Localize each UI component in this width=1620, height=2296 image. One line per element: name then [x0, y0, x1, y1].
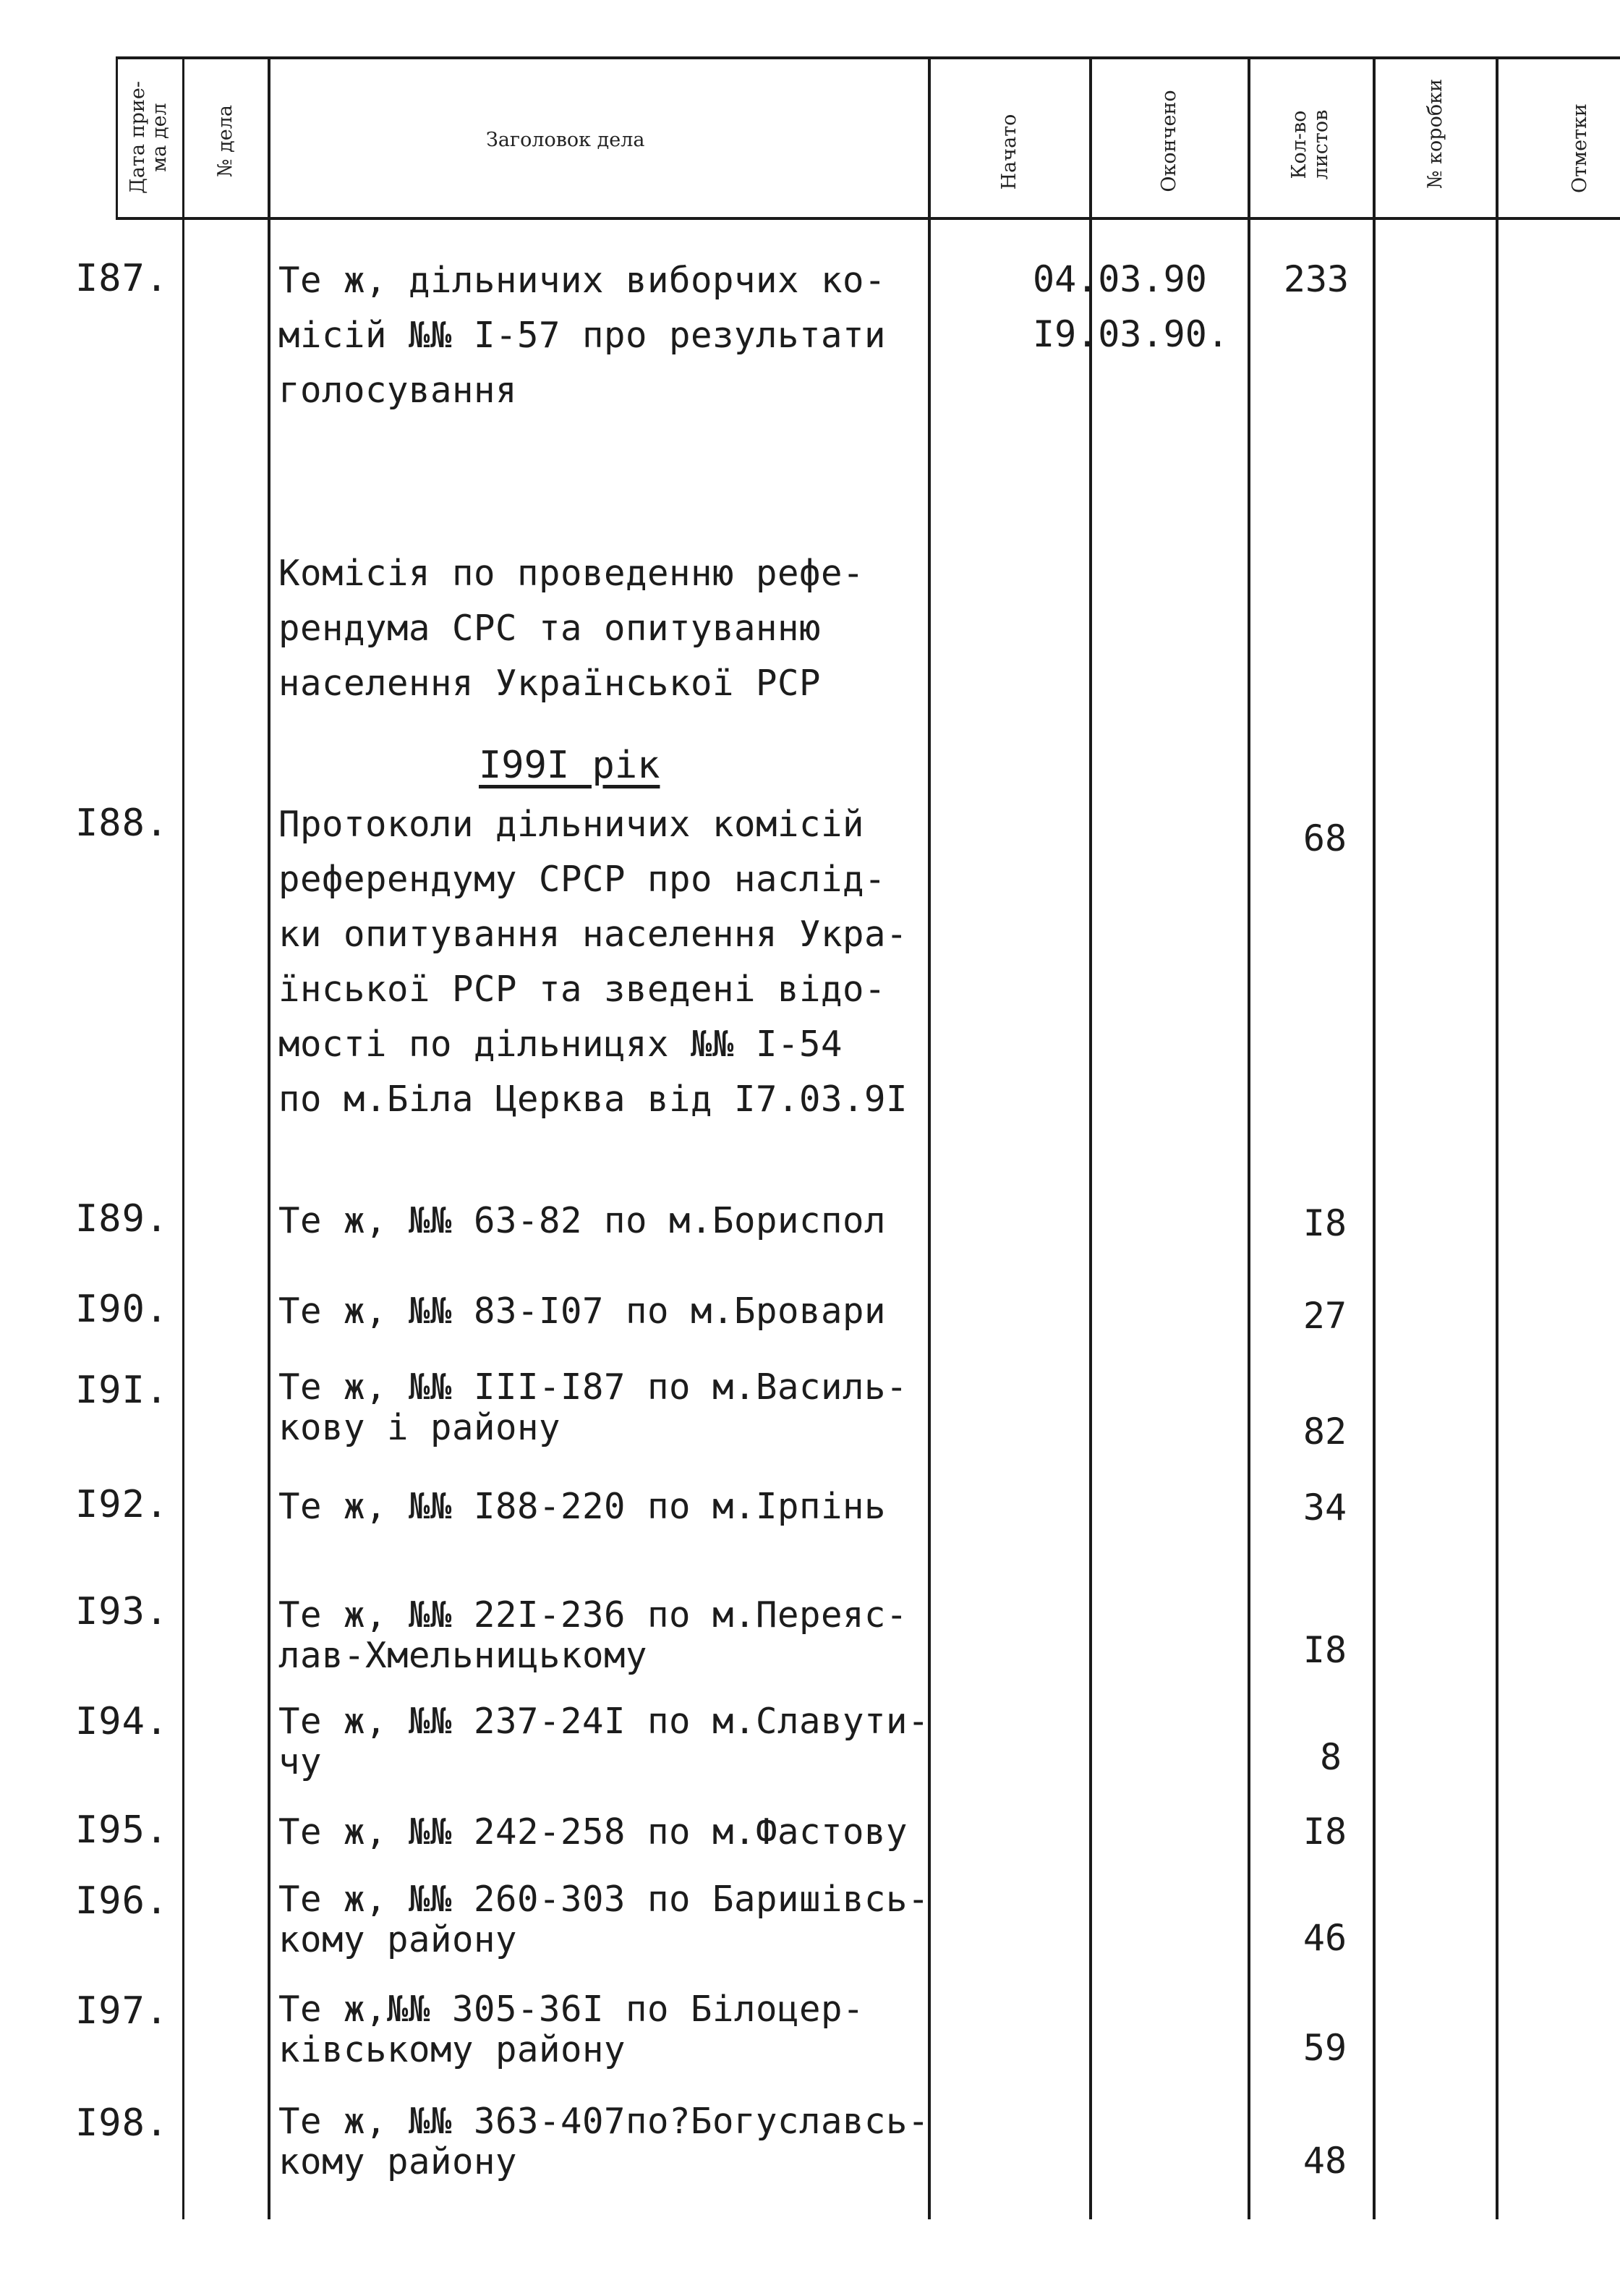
case-number: I90.: [75, 1288, 169, 1331]
case-title: [278, 1194, 886, 1249]
case-number: I96.: [75, 1879, 169, 1923]
case-title-line: ківському району: [278, 2029, 626, 2070]
sheet-count: I8: [1303, 1629, 1347, 1671]
section-title: [278, 546, 864, 711]
column-divider: [182, 56, 184, 2219]
sheet-count: 34: [1303, 1487, 1347, 1528]
case-title-line: мості по дільницях №№ I-54: [278, 1024, 843, 1065]
case-title-line: ки опитування населення Укра-: [278, 914, 908, 955]
case-title-line: Протоколи дільничих комісій: [278, 804, 865, 845]
case-title: [278, 253, 886, 418]
sheet-count: 68: [1303, 817, 1347, 859]
sheet-count: 82: [1303, 1411, 1347, 1453]
header-finished: Окончено: [1158, 90, 1180, 192]
sheet-count: 8: [1319, 1736, 1342, 1778]
case-number: I94.: [75, 1700, 169, 1743]
case-title-line: Те ж,№№ 305-36I по Білоцер-: [278, 1989, 865, 2030]
case-title-line: лав-Хмельницькому: [278, 1635, 648, 1676]
case-title-line: Те ж, №№ 22I-236 по м.Переяс-: [278, 1594, 908, 1636]
case-title-line: Те ж, №№ 63-82 по м.Бориспол: [278, 1200, 887, 1241]
sheet-count: 59: [1303, 2027, 1347, 2069]
case-number: I89.: [75, 1197, 169, 1241]
case-title-line: голосування: [278, 370, 518, 411]
section-title-line: Комісія по проведенню рефе-: [278, 553, 865, 594]
case-number: I92.: [75, 1483, 169, 1526]
case-title-line: Те ж, №№ III-I87 по м.Василь-: [278, 1366, 908, 1408]
header-case-title: Заголовок дела: [486, 129, 645, 151]
sheet-count: I8: [1303, 1811, 1347, 1853]
case-title-line: чу: [278, 1741, 323, 1782]
header-box-number: № коробки: [1424, 79, 1446, 189]
date-started: 04.03.90: [1033, 258, 1207, 300]
case-title-line: кову і району: [278, 1407, 561, 1448]
case-title: [278, 1879, 929, 1960]
header-sheet-count: Кол-во листов: [1288, 109, 1332, 180]
section-title-line: рендума СРС та опитуванню: [278, 608, 822, 649]
case-title: [278, 1701, 929, 1782]
header-case-number: № дела: [214, 105, 236, 177]
header-date-received: Дата прие- ма дел: [127, 80, 171, 195]
case-number: I93.: [75, 1590, 169, 1633]
case-title: [278, 797, 908, 1127]
case-title: [278, 1805, 908, 1860]
section-title-line: населення Української РСР: [278, 663, 822, 704]
case-title-line: Те ж, №№ 363-407по?Богуславсь-: [278, 2101, 930, 2142]
date-finished: I9.03.90.: [1033, 313, 1229, 355]
header-bottom-rule: [116, 217, 1620, 220]
case-title-line: кому району: [278, 2141, 518, 2182]
case-title-line: Те ж, №№ 83-I07 по м.Бровари: [278, 1291, 887, 1332]
case-number: I98.: [75, 2101, 169, 2145]
case-title: [278, 1989, 864, 2070]
case-number: I88.: [75, 802, 169, 845]
case-number: I95.: [75, 1808, 169, 1852]
case-title: [278, 1479, 886, 1534]
case-title-line: Те ж, №№ I88-220 по м.Ірпінь: [278, 1486, 887, 1527]
top-rule: [116, 56, 1620, 59]
sheet-count: I8: [1303, 1202, 1347, 1244]
case-title-line: по м.Біла Церква від I7.03.9I: [278, 1079, 908, 1120]
header-notes: Отметки: [1569, 103, 1591, 193]
sheet-count: 48: [1303, 2140, 1347, 2182]
case-title-line: референдуму СРСР про наслід-: [278, 859, 887, 900]
sheet-count: 233: [1283, 258, 1350, 300]
case-number: I87.: [75, 257, 169, 300]
case-number: I97.: [75, 1989, 169, 2033]
case-title-line: Те ж, №№ 242-258 по м.Фастову: [278, 1811, 908, 1853]
case-title: [278, 1367, 908, 1448]
case-title-line: кому району: [278, 1919, 518, 1960]
column-divider: [1089, 56, 1092, 2219]
case-title: [278, 2101, 929, 2182]
header-started: Начато: [998, 114, 1020, 190]
sheet-count: 46: [1303, 1917, 1347, 1959]
case-title-line: їнської РСР та зведені відо-: [278, 969, 887, 1010]
case-title-line: місій №№ I-57 про результати: [278, 315, 887, 356]
case-number: I9I.: [75, 1369, 169, 1412]
case-title: [278, 1595, 908, 1676]
section-year: I99I рік: [479, 744, 660, 787]
column-divider: [1496, 56, 1498, 2219]
case-title-line: Те ж, №№ 237-24I по м.Славути-: [278, 1701, 930, 1742]
column-divider: [1248, 56, 1250, 2219]
case-title-line: Те ж, дільничих виборчих ко-: [278, 260, 887, 301]
column-divider: [1373, 56, 1376, 2219]
case-title: [278, 1284, 886, 1339]
sheet-count: 27: [1303, 1295, 1347, 1337]
column-divider: [268, 56, 270, 2219]
column-divider: [116, 56, 118, 220]
case-title-line: Те ж, №№ 260-303 по Баришівсь-: [278, 1879, 930, 1920]
